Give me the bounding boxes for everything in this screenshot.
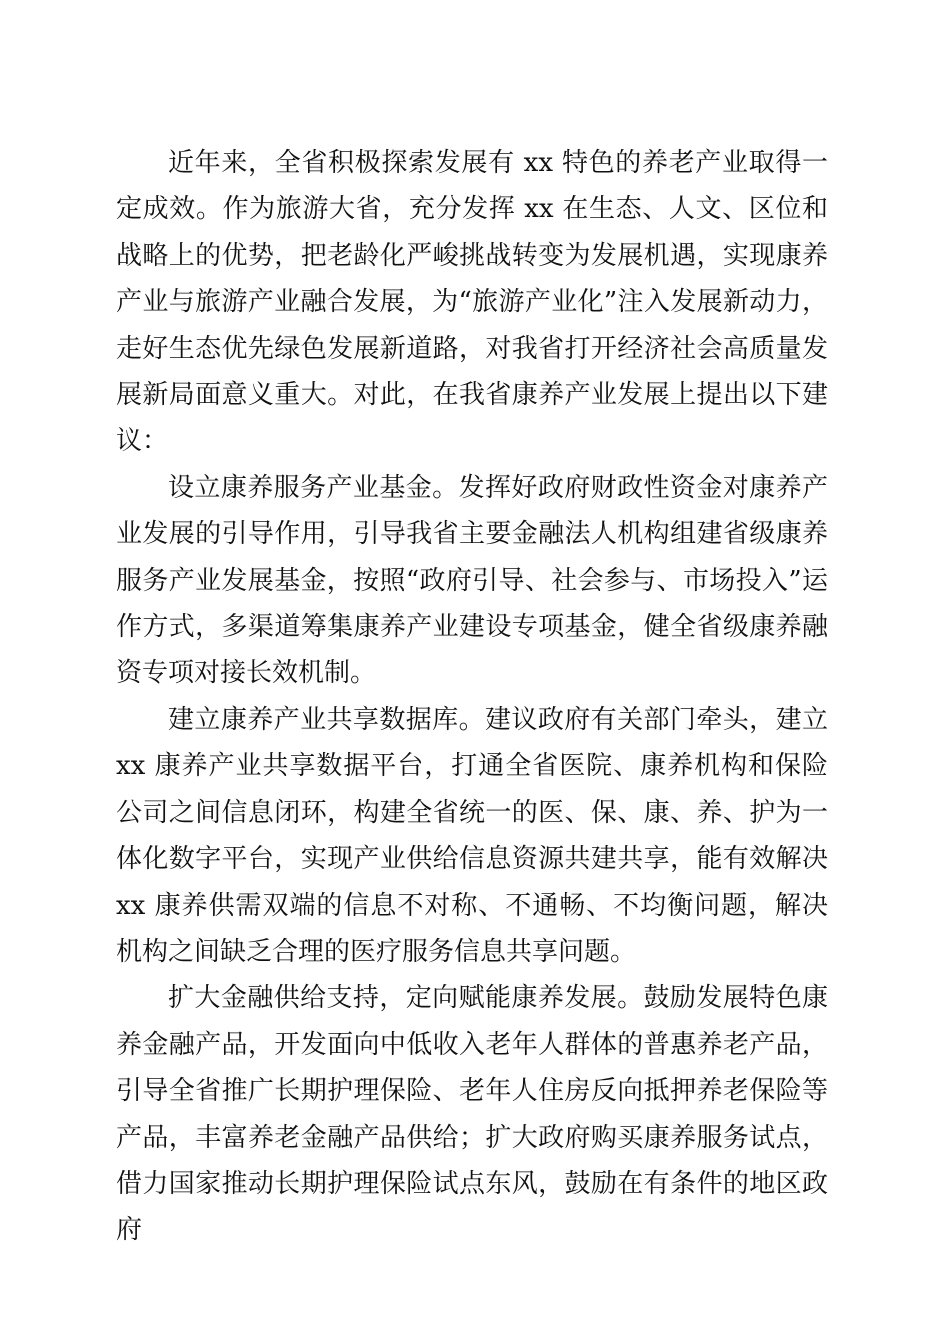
paragraph-fund: 设立康养服务产业基金。发挥好政府财政性资金对康养产业发展的引导作用，引导我省主要金融法人机构组建省级康养服务产业发展基金，按照“政府引导、社会参与、市场投入”运作方式，多渠道筹集康养产业建设专项基金，健全省级康养融资专项对接长效机制。 [116,472,828,689]
paragraph-intro: 近年来，全省积极探索发展有 xx 特色的养老产业取得一定成效。作为旅游大省，充分发挥 xx 在生态、人文、区位和战略上的优势，把老龄化严峻挑战转变为发展机遇，实现康养产业与旅游产业融合发展，为“旅游产业化”注入发展新动力，走好生态优先绿色发展新道路，对我省打开经济社会高质量发展新局面意义重大。对此，在我省康养产业发展上提出以下建议： [116,148,828,457]
paragraph-finance: 扩大金融供给支持，定向赋能康养发展。鼓励发展特色康养金融产品，开发面向中低收入老年人群体的普惠养老产品，引导全省推广长期护理保险、老年人住房反向抵押养老保险等产品，丰富养老金融产品供给；扩大政府购买康养服务试点，借力国家推动长期护理保险试点东风，鼓励在有条件的地区政府 [116,983,828,1246]
document-body [116,140,828,1254]
paragraph-database: 建立康养产业共享数据库。建议政府有关部门牵头，建立 xx 康养产业共享数据平台，打通全省医院、康养机构和保险公司之间信息闭环，构建全省统一的医、保、康、养、护为一体化数字平台，实现产业供给信息资源共建共享，能有效解决 xx 康养供需双端的信息不对称、不通畅、不均衡问题，解决机构之间缺乏合理的医疗服务信息共享问题。 [116,704,828,967]
